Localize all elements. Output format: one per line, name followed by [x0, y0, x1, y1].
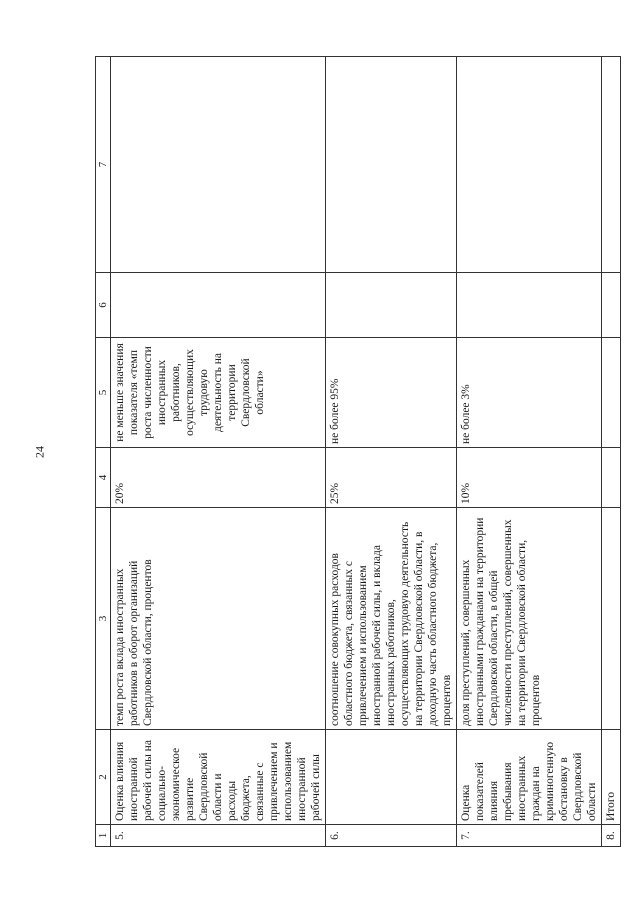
col-7-cell [602, 57, 621, 273]
col-6-cell [326, 273, 457, 338]
row-number: 7. [457, 825, 602, 847]
col-7-cell [457, 57, 602, 273]
target-value [602, 338, 621, 448]
col-6-cell [111, 273, 326, 338]
col-2-header: 2 [96, 730, 111, 825]
col-6-cell [602, 273, 621, 338]
col-6-cell [457, 273, 602, 338]
rotated-table-container [95, 57, 617, 847]
table-row [326, 57, 457, 847]
weight-value: 25% [326, 448, 457, 508]
header-row [96, 57, 111, 847]
row-number: 6. [326, 825, 457, 847]
page-number: 24 [32, 446, 47, 458]
target-value: не более 95% [326, 338, 457, 448]
indicator-text: соотношение совокупных расходов областного бюджета, связанных с привлечением и использованием иностранной рабочей силы, и вклада иностранных работников, осуществляющих трудовую деятельность на территории Свердловской области, в доходную часть областного бюджета, процентов [326, 508, 457, 730]
weight-value: 20% [111, 448, 326, 508]
indicator-text: доля преступлений, совершенных иностранными гражданами на территории Свердловской области, в общей численности преступлений, совершенных на территории Свердловской области, процентов [457, 508, 602, 730]
col-7-cell [111, 57, 326, 273]
criterion-name [326, 730, 457, 825]
table-row [111, 57, 326, 847]
col-6-header: 6 [96, 273, 111, 338]
table-row [457, 57, 602, 847]
col-1-header: 1 [96, 825, 111, 847]
col-5-header: 5 [96, 338, 111, 448]
col-7-header: 7 [96, 57, 111, 273]
weight-value: 10% [457, 448, 602, 508]
row-number: 5. [111, 825, 326, 847]
criterion-name: Оценка влияния иностранной рабочей силы на социально-экономическое развитие Свердловской области и расходы бюджета, связанные с привлечением и использованием иностранной рабочей силы [111, 730, 326, 825]
table-row [602, 57, 621, 847]
criterion-name: Оценка показателей влияния пребывания иностранных граждан на криминогенную обстановку в Свердловской области [457, 730, 602, 825]
col-4-header: 4 [96, 448, 111, 508]
criterion-name: Итого [602, 730, 621, 825]
col-7-cell [326, 57, 457, 273]
indicator-text [602, 508, 621, 730]
target-value: не меньше значения показателя «темп роста численности иностранных работников, осуществляющих трудовую деятельность на территории Свердловской области» [111, 338, 326, 448]
target-value: не более 3% [457, 338, 602, 448]
indicator-text: темп роста вклада иностранных работников в оборот организаций Свердловской области, процентов [111, 508, 326, 730]
weight-value [602, 448, 621, 508]
row-number: 8. [602, 825, 621, 847]
criteria-table [95, 56, 621, 847]
col-3-header: 3 [96, 508, 111, 730]
